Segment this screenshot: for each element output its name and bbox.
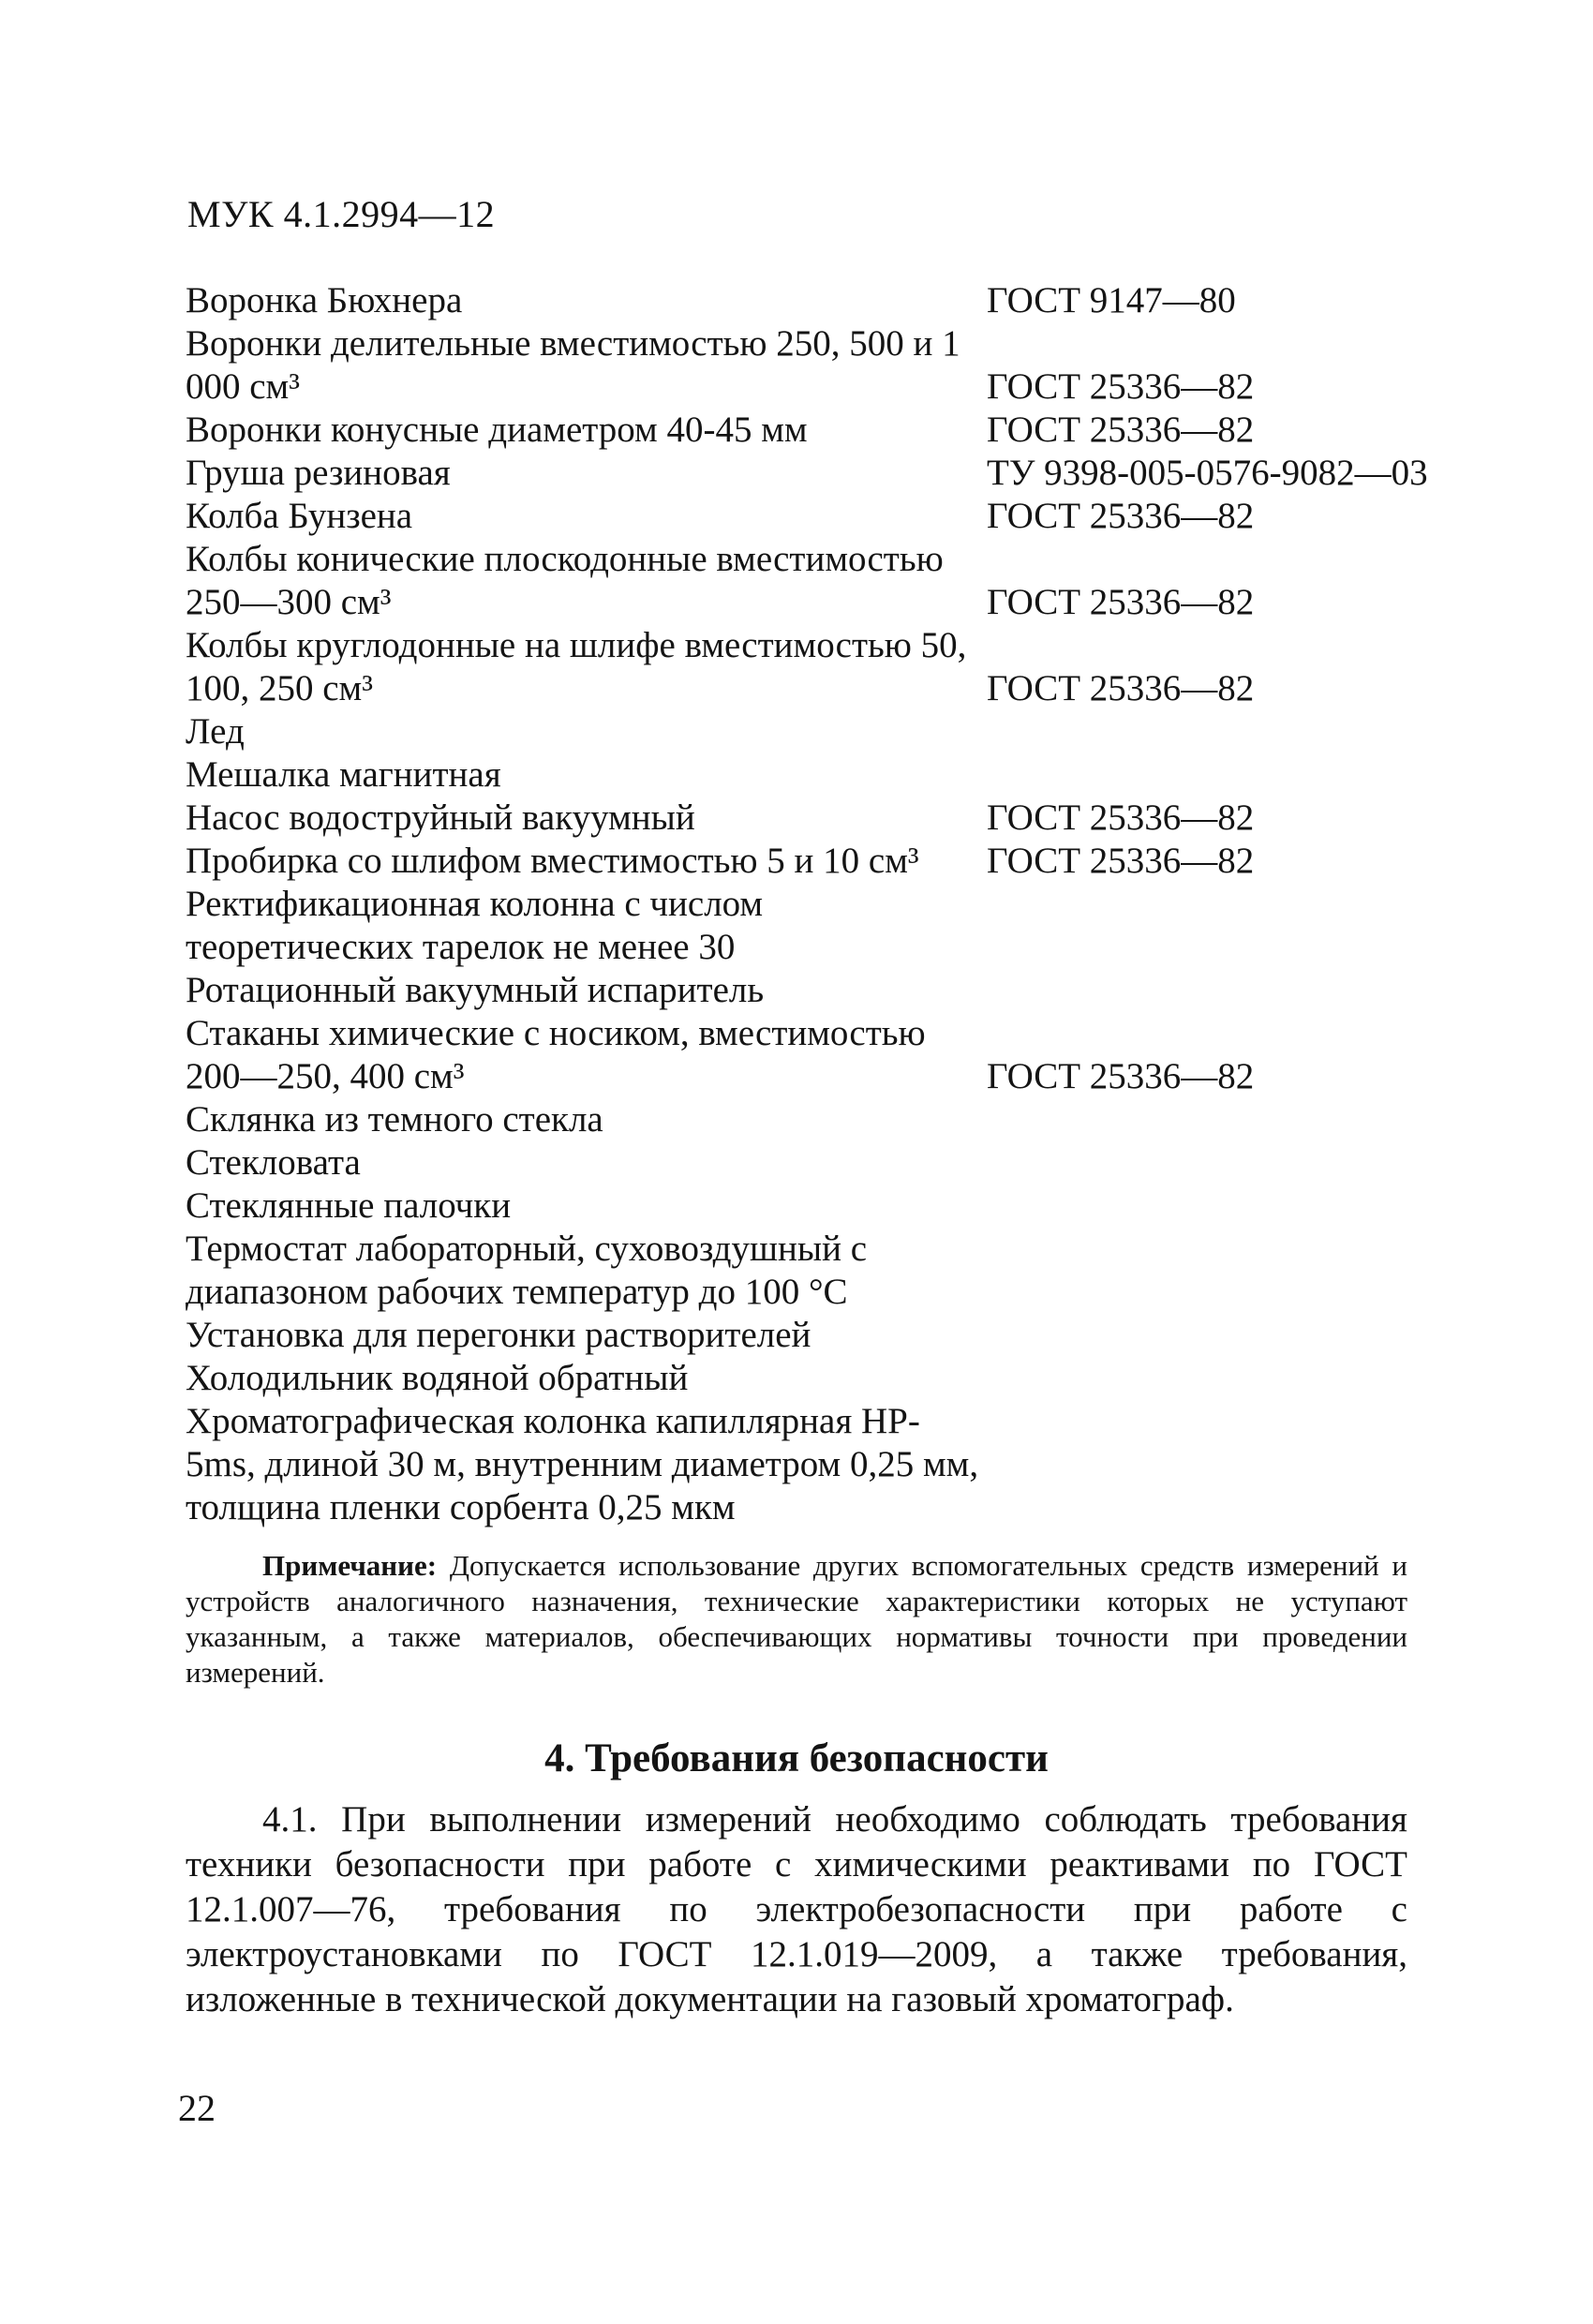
equipment-row	[186, 279, 1460, 322]
equipment-name: Мешалка магнитная	[186, 754, 501, 795]
equipment-name: Груша резиновая	[186, 453, 451, 493]
equipment-row	[186, 1098, 1460, 1141]
equipment-standard: ГОСТ 25336—82	[987, 496, 1255, 536]
note-paragraph	[186, 1548, 1407, 1691]
equipment-row	[186, 1314, 1460, 1357]
equipment-row	[186, 840, 1460, 883]
equipment-standard: ГОСТ 25336—82	[987, 366, 1255, 407]
equipment-row	[186, 1184, 1460, 1228]
equipment-name: Ректификационная колонна с числом теоретических тарелок не менее 30	[186, 884, 764, 967]
equipment-list	[186, 279, 1460, 1529]
equipment-name: Стеклянные палочки	[186, 1185, 512, 1226]
page-number: 22	[178, 2087, 216, 2129]
running-head: МУК 4.1.2994—12	[187, 193, 496, 235]
note-label: Примечание:	[262, 1549, 438, 1582]
equipment-name: Воронка Бюхнера	[186, 280, 463, 320]
equipment-name: Воронки конусные диаметром 40-45 мм	[186, 410, 808, 450]
equipment-standard: ТУ 9398-005-0576-9082—03	[987, 453, 1428, 493]
equipment-row	[186, 322, 1460, 409]
equipment-row	[186, 797, 1460, 840]
section-paragraph: 4.1. При выполнении измерений необходимо соблюдать требования техники безопасности при работе с химическими реактивами по ГОСТ 12.1.007—76, требования по электробезопасности при работе с электроустановками по ГОСТ 12.1.019—2009, а также требования, изложенные в технической документации на газовый хроматограф.	[186, 1799, 1407, 2019]
equipment-name: Лед	[186, 711, 245, 752]
equipment-name: Колба Бунзена	[186, 496, 413, 536]
section-title: 4. Требования безопасности	[544, 1736, 1049, 1780]
equipment-name: Колбы конические плоскодонные вместимостью 250—300 см³	[186, 539, 944, 622]
equipment-name: Холодильник водяной обратный	[186, 1358, 689, 1398]
equipment-standard: ГОСТ 25336—82	[987, 410, 1255, 450]
equipment-name: Хроматографическая колонка капиллярная HP-5ms, длиной 30 м, внутренним диаметром 0,25 мм, толщина пленки сорбента 0,25 мкм	[186, 1401, 979, 1527]
equipment-standard: ГОСТ 25336—82	[987, 582, 1255, 622]
note-text: Допускается использование других вспомогательных средств измерений и устройств аналогичного назначения, технические характеристики которых не уступают указанным, а также материалов, обеспечивающих нормативы точности при проведении измерений.	[186, 1549, 1407, 1689]
equipment-name: Установка для перегонки растворителей	[186, 1315, 811, 1355]
equipment-standard: ГОСТ 9147—80	[987, 280, 1236, 320]
equipment-row	[186, 1357, 1460, 1400]
equipment-row	[186, 883, 1460, 969]
equipment-standard: ГОСТ 25336—82	[987, 1056, 1255, 1096]
equipment-standard: ГОСТ 25336—82	[987, 797, 1255, 838]
equipment-row	[186, 409, 1460, 452]
equipment-name: Насос водоструйный вакуумный	[186, 797, 695, 838]
equipment-name: Пробирка со шлифом вместимостью 5 и 10 см³	[186, 841, 919, 881]
equipment-standard: ГОСТ 25336—82	[987, 841, 1255, 881]
equipment-name: Склянка из темного стекла	[186, 1099, 603, 1140]
equipment-name: Ротационный вакуумный испаритель	[186, 970, 765, 1010]
equipment-standard: ГОСТ 25336—82	[987, 668, 1255, 708]
equipment-row	[186, 1228, 1460, 1314]
equipment-row	[186, 1400, 1460, 1529]
equipment-row	[186, 1012, 1460, 1098]
equipment-row	[186, 624, 1460, 710]
equipment-name: Стекловата	[186, 1142, 361, 1183]
equipment-name: Воронки делительные вместимостью 250, 500 и 1 000 см³	[186, 323, 960, 407]
equipment-row	[186, 710, 1460, 753]
equipment-row	[186, 1141, 1460, 1184]
equipment-name: Термостат лабораторный, суховоздушный с диапазоном рабочих температур до 100 °С	[186, 1229, 868, 1312]
equipment-name: Колбы круглодонные на шлифе вместимостью 50, 100, 250 см³	[186, 625, 967, 708]
equipment-row	[186, 753, 1460, 797]
equipment-row	[186, 969, 1460, 1012]
equipment-row	[186, 538, 1460, 624]
equipment-name: Стаканы химические с носиком, вместимостью 200—250, 400 см³	[186, 1013, 926, 1096]
equipment-row	[186, 452, 1460, 495]
equipment-row	[186, 495, 1460, 538]
